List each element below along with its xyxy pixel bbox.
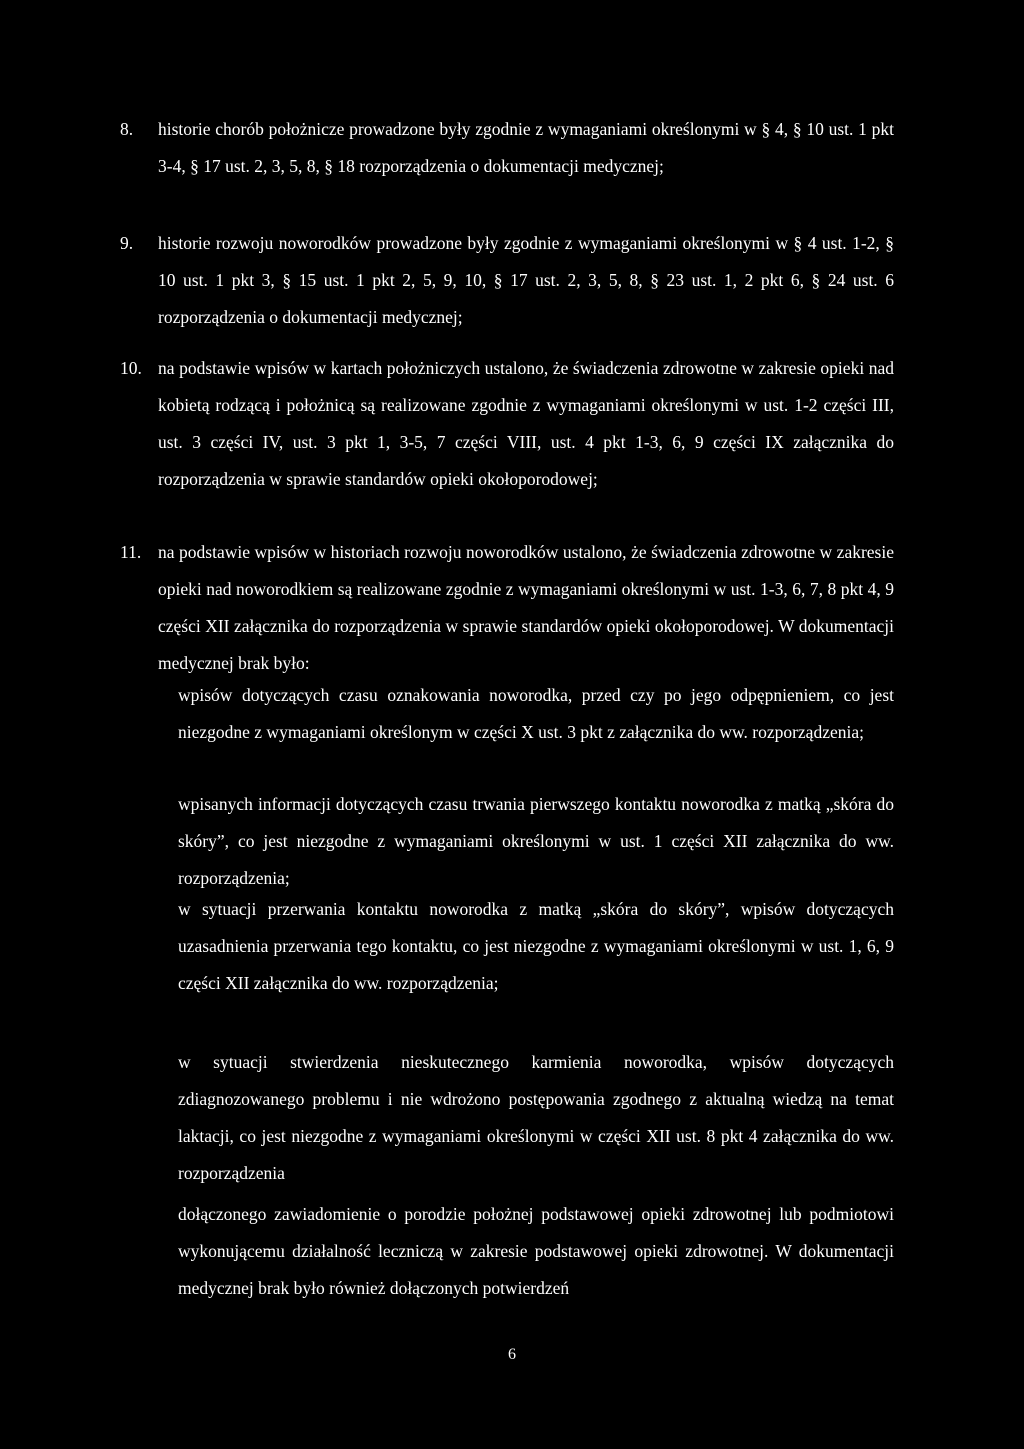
- sub-paragraph: dołączonego zawiadomienie o porodzie położnej podstawowej opieki zdrowotnej lub podmiotowi wykonującemu działalność leczniczą w zakresie podstawowej opieki zdrowotnej. W dokumentacji medycznej brak było również dołączonych potwierdzeń: [178, 1204, 894, 1298]
- list-item-text: na podstawie wpisów w kartach położniczych ustalono, że świadczenia zdrowotne w zakresie opieki nad kobietą rodzącą i położnicą są realizowane zgodnie z wymaganiami określonymi w ust. 1-2 części III, ust. 3 części IV, ust. 3 pkt 1, 3-5, 7 części VIII, ust. 4 pkt 1-3, 6, 9 części IX załącznika do rozporządzenia w sprawie standardów opieki okołoporodowej;: [158, 358, 894, 489]
- list-item-number: 11.: [120, 542, 142, 562]
- list-item-number: 9.: [120, 233, 134, 253]
- list-item-number: 10.: [120, 358, 142, 378]
- sub-paragraph: wpisanych informacji dotyczących czasu trwania pierwszego kontaktu noworodka z matką „skóra do skóry”, co jest niezgodne z wymaganiami określonymi w ust. 1 części XII załącznika do ww. rozporządzenia;: [178, 794, 894, 888]
- list-item-text: historie chorób położnicze prowadzone były zgodnie z wymaganiami określonymi w § 4, § 10 ust. 1 pkt 3-4, § 17 ust. 2, 3, 5, 8, § 18 rozporządzenia o dokumentacji medycznej;: [158, 119, 894, 176]
- list-item-8: [120, 111, 894, 185]
- page-number: 6: [508, 1346, 516, 1363]
- sub-paragraph: w sytuacji stwierdzenia nieskutecznego karmienia noworodka, wpisów dotyczących zdiagnozowanego problemu i nie wdrożono postępowania zgodnego z aktualną wiedzą na temat laktacji, co jest niezgodne z wymaganiami określonymi w części XII ust. 8 pkt 4 załącznika do ww. rozporządzenia: [178, 1052, 894, 1183]
- sub-paragraph: w sytuacji przerwania kontaktu noworodka z matką „skóra do skóry”, wpisów dotyczących uzasadnienia przerwania tego kontaktu, co jest niezgodne z wymaganiami określonymi w ust. 1, 6, 9 części XII załącznika do ww. rozporządzenia;: [178, 899, 894, 993]
- list-item-10: [120, 350, 894, 498]
- list-item-11: [120, 534, 894, 682]
- list-item-9: [120, 225, 894, 336]
- sub-paragraph: wpisów dotyczących czasu oznakowania noworodka, przed czy po jego odpępnieniem, co jest niezgodne z wymaganiami określonym w części X ust. 3 pkt z załącznika do ww. rozporządzenia;: [178, 685, 894, 742]
- list-item-text: historie rozwoju noworodków prowadzone były zgodnie z wymaganiami określonymi w § 4 ust. 1-2, § 10 ust. 1 pkt 3, § 15 ust. 1 pkt 2, 5, 9, 10, § 17 ust. 2, 3, 5, 8, § 23 ust. 1, 2 pkt 6, § 24 ust. 6 rozporządzenia o dokumentacji medycznej;: [158, 233, 894, 327]
- list-item-text: na podstawie wpisów w historiach rozwoju noworodków ustalono, że świadczenia zdrowotne w zakresie opieki nad noworodkiem są realizowane zgodnie z wymaganiami określonymi w ust. 1-3, 6, 7, 8 pkt 4, 9 części XII załącznika do rozporządzenia w sprawie standardów opieki okołoporodowej. W dokumentacji medycznej brak było:: [158, 542, 894, 673]
- list-item-number: 8.: [120, 119, 134, 139]
